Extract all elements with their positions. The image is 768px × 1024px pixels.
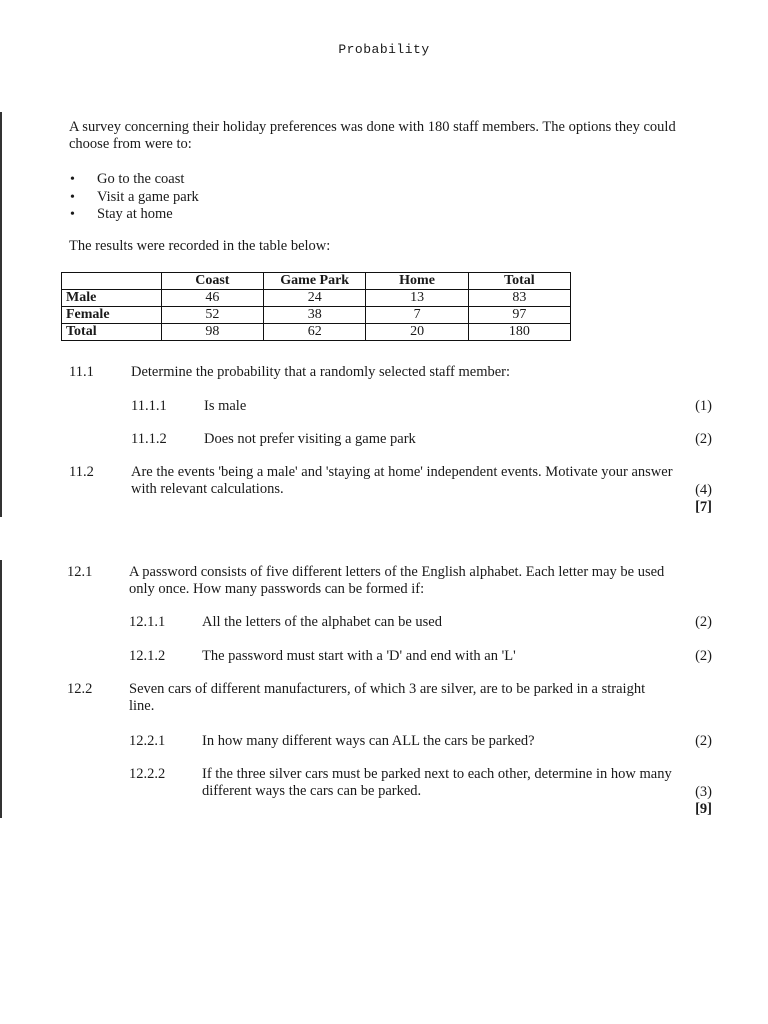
- table-cell: 83: [468, 290, 570, 307]
- table-row-label: Female: [62, 307, 162, 324]
- question-number: 11.2: [69, 464, 94, 480]
- table-header-cell: Home: [366, 273, 468, 290]
- table-cell: 52: [161, 307, 263, 324]
- question-number: 12.1.2: [129, 648, 166, 664]
- table-header-row: [62, 273, 571, 290]
- question-text: A password consists of five different letters of the English alphabet. Each letter may be used only once. How many passwords can be formed if:: [129, 564, 665, 597]
- table-header-cell: Game Park: [264, 273, 366, 290]
- question-text: In how many different ways can ALL the cars be parked?: [202, 733, 535, 749]
- question-mark: (2): [695, 648, 712, 664]
- question-text: Seven cars of different manufacturers, of which 3 are silver, are to be parked in a straight line.: [129, 681, 646, 714]
- table-cell: 24: [264, 290, 366, 307]
- table-row-label: Male: [62, 290, 162, 307]
- question-text: Are the events 'being a male' and 'staying at home' independent events. Motivate your answer with relevant calculations.: [131, 464, 673, 497]
- question-text: If the three silver cars must be parked next to each other, determine in how many different ways the cars can be parked.: [202, 766, 672, 799]
- question-number: 12.2.1: [129, 733, 166, 749]
- table-row: [62, 307, 571, 324]
- table-cell: 97: [468, 307, 570, 324]
- option-item: Stay at home: [97, 206, 173, 222]
- option-item: Go to the coast: [97, 171, 185, 187]
- table-intro: The results were recorded in the table below:: [69, 238, 331, 254]
- question-text: Is male: [204, 398, 247, 414]
- table-row: [62, 324, 571, 341]
- question-mark: (1): [695, 398, 712, 414]
- page-title: Probability: [338, 42, 430, 57]
- table-cell: 13: [366, 290, 468, 307]
- table-cell: 98: [161, 324, 263, 341]
- question-number: 11.1.2: [131, 431, 167, 447]
- table-header-cell: [62, 273, 162, 290]
- section-total: [9]: [695, 801, 712, 817]
- question-number: 12.1: [67, 564, 93, 580]
- table-cell: 7: [366, 307, 468, 324]
- left-margin-line: [0, 560, 2, 818]
- question-number: 11.1.1: [131, 398, 167, 414]
- question-number: 12.2: [67, 681, 93, 697]
- question-text: Does not prefer visiting a game park: [204, 431, 416, 447]
- table-header-cell: Coast: [161, 273, 263, 290]
- table-row: [62, 290, 571, 307]
- question-number: 12.2.2: [129, 766, 166, 782]
- left-margin-line: [0, 112, 2, 517]
- question-text: Determine the probability that a randomly selected staff member:: [131, 364, 511, 380]
- table-cell: 20: [366, 324, 468, 341]
- question-number: 11.1: [69, 364, 94, 380]
- section-total: [7]: [695, 499, 712, 515]
- table-cell: 180: [468, 324, 570, 341]
- bullet-dot: •: [70, 172, 75, 187]
- question-number: 12.1.1: [129, 614, 166, 630]
- option-item: Visit a game park: [97, 189, 199, 205]
- bullet-dot: •: [70, 190, 75, 205]
- table-cell: 62: [264, 324, 366, 341]
- question-text: All the letters of the alphabet can be used: [202, 614, 442, 630]
- table-header-cell: Total: [468, 273, 570, 290]
- intro-paragraph: A survey concerning their holiday preferences was done with 180 staff members. The options they could choose from were to:: [69, 119, 676, 152]
- table-cell: 46: [161, 290, 263, 307]
- bullet-dot: •: [70, 207, 75, 222]
- question-text: The password must start with a 'D' and end with an 'L': [202, 648, 516, 664]
- table-cell: 38: [264, 307, 366, 324]
- question-mark: (4): [695, 482, 712, 498]
- question-mark: (2): [695, 614, 712, 630]
- question-mark: (3): [695, 784, 712, 800]
- question-mark: (2): [695, 431, 712, 447]
- table-row-label: Total: [62, 324, 162, 341]
- results-table: [61, 272, 571, 341]
- question-mark: (2): [695, 733, 712, 749]
